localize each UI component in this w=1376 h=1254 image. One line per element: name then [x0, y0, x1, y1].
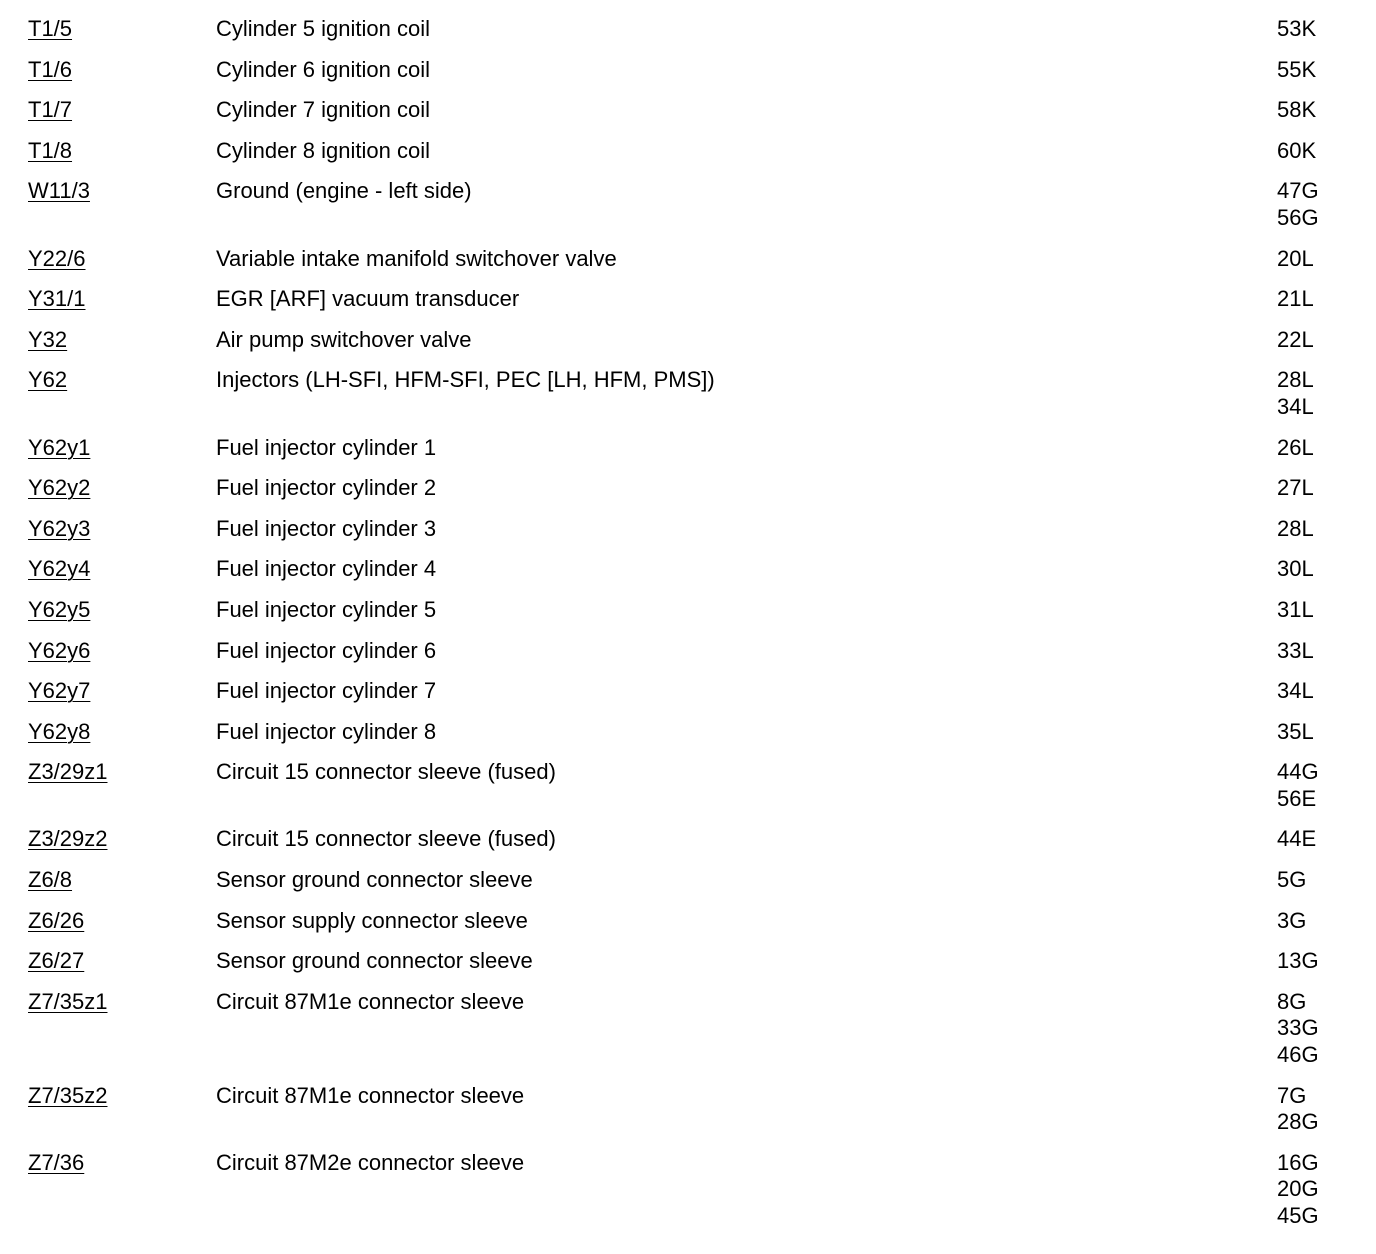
- grid-reference: 35L: [1277, 718, 1314, 744]
- grid-reference: 56G: [1277, 204, 1319, 230]
- grid-reference: 60K: [1277, 137, 1317, 163]
- grid-reference: 33L: [1277, 637, 1314, 663]
- grid-reference-list: [1277, 908, 1306, 935]
- component-description: Circuit 87M2e connector sleeve: [216, 1149, 525, 1175]
- legend-row: [0, 989, 1376, 1083]
- grid-reference: 13G: [1277, 948, 1319, 974]
- component-description: Circuit 87M1e connector sleeve: [216, 1082, 525, 1108]
- grid-reference-list: [1277, 246, 1314, 273]
- grid-reference: 44E: [1277, 826, 1317, 852]
- component-description: Sensor ground connector sleeve: [216, 867, 533, 893]
- component-description: Fuel injector cylinder 5: [216, 596, 437, 622]
- grid-reference-list: [1277, 597, 1314, 624]
- legend-row: [0, 97, 1376, 138]
- grid-reference-list: [1277, 1083, 1319, 1136]
- grid-reference-list: [1277, 867, 1306, 894]
- grid-reference-list: [1277, 678, 1314, 705]
- component-code-link[interactable]: Z6/26: [28, 907, 85, 933]
- component-code-link[interactable]: Z3/29z2: [28, 826, 108, 852]
- component-code-link[interactable]: Y62y6: [28, 637, 91, 663]
- grid-reference-list: [1277, 435, 1314, 462]
- grid-reference: 27L: [1277, 475, 1314, 501]
- grid-reference-list: [1277, 638, 1314, 665]
- grid-reference: 22L: [1277, 326, 1314, 352]
- grid-reference: 33G: [1277, 1015, 1319, 1041]
- component-description: Air pump switchover valve: [216, 326, 472, 352]
- legend-row: [0, 367, 1376, 434]
- grid-reference: 53K: [1277, 16, 1317, 41]
- legend-row: [0, 327, 1376, 368]
- component-code-link[interactable]: Y32: [28, 326, 68, 352]
- component-description: Fuel injector cylinder 1: [216, 434, 437, 460]
- legend-row: [0, 908, 1376, 949]
- component-code-link[interactable]: Y62y2: [28, 475, 91, 501]
- legend-row: [0, 435, 1376, 476]
- grid-reference: 34L: [1277, 393, 1314, 419]
- grid-reference: 20L: [1277, 245, 1314, 271]
- grid-reference-list: [1277, 16, 1316, 43]
- grid-reference: 28L: [1277, 367, 1314, 393]
- component-description: Circuit 15 connector sleeve (fused): [216, 826, 556, 852]
- component-code-link[interactable]: Z6/27: [28, 948, 85, 974]
- grid-reference-list: [1277, 327, 1314, 354]
- legend-row: [0, 57, 1376, 98]
- component-legend-table: [0, 16, 1376, 1244]
- component-description: Fuel injector cylinder 4: [216, 556, 437, 582]
- legend-row: [0, 16, 1376, 57]
- component-code-link[interactable]: Y31/1: [28, 286, 86, 312]
- grid-reference-list: [1277, 97, 1316, 124]
- grid-reference: 26L: [1277, 434, 1314, 460]
- component-code-link[interactable]: Z3/29z1: [28, 759, 108, 785]
- legend-row: [0, 948, 1376, 989]
- component-code-link[interactable]: Y62y4: [28, 556, 91, 582]
- component-code-link[interactable]: Y62y5: [28, 596, 91, 622]
- component-description: Sensor supply connector sleeve: [216, 907, 528, 933]
- grid-reference-list: [1277, 286, 1314, 313]
- component-description: Circuit 87M1e connector sleeve: [216, 988, 525, 1014]
- legend-row: [0, 867, 1376, 908]
- grid-reference: 30L: [1277, 556, 1314, 582]
- component-code-link[interactable]: T1/6: [28, 56, 73, 82]
- component-description: Ground (engine - left side): [216, 178, 472, 204]
- grid-reference: 44G: [1277, 759, 1319, 785]
- component-code-link[interactable]: T1/5: [28, 16, 73, 41]
- grid-reference: 7G: [1277, 1082, 1307, 1108]
- legend-row: [0, 516, 1376, 557]
- grid-reference-list: [1277, 989, 1319, 1069]
- component-description: Fuel injector cylinder 3: [216, 515, 437, 541]
- legend-row: [0, 556, 1376, 597]
- grid-reference: 28G: [1277, 1109, 1319, 1135]
- grid-reference-list: [1277, 178, 1319, 231]
- component-code-link[interactable]: Z7/35z2: [28, 1082, 108, 1108]
- component-code-link[interactable]: Y62y8: [28, 718, 91, 744]
- legend-row: [0, 638, 1376, 679]
- grid-reference: 16G: [1277, 1149, 1319, 1175]
- component-code-link[interactable]: Z6/8: [28, 867, 73, 893]
- grid-reference: 34L: [1277, 678, 1314, 704]
- component-description: Fuel injector cylinder 2: [216, 475, 437, 501]
- grid-reference: 56E: [1277, 785, 1317, 811]
- grid-reference: 45G: [1277, 1203, 1319, 1228]
- component-code-link[interactable]: Y62y1: [28, 434, 91, 460]
- component-description: Cylinder 8 ignition coil: [216, 137, 430, 163]
- grid-reference: 21L: [1277, 286, 1314, 312]
- grid-reference: 55K: [1277, 56, 1317, 82]
- component-description: Cylinder 5 ignition coil: [216, 16, 430, 41]
- grid-reference: 5G: [1277, 867, 1307, 893]
- legend-row: [0, 759, 1376, 826]
- legend-row: [0, 138, 1376, 179]
- component-code-link[interactable]: Z7/36: [28, 1149, 85, 1175]
- legend-row: [0, 178, 1376, 245]
- legend-row: [0, 1083, 1376, 1150]
- component-code-link[interactable]: W11/3: [28, 178, 90, 204]
- legend-row: [0, 678, 1376, 719]
- grid-reference-list: [1277, 57, 1316, 84]
- grid-reference-list: [1277, 516, 1314, 543]
- grid-reference-list: [1277, 759, 1319, 812]
- component-description: EGR [ARF] vacuum transducer: [216, 286, 520, 312]
- grid-reference: 8G: [1277, 988, 1307, 1014]
- grid-reference: 3G: [1277, 907, 1307, 933]
- grid-reference-list: [1277, 138, 1316, 165]
- grid-reference-list: [1277, 475, 1314, 502]
- grid-reference-list: [1277, 719, 1314, 746]
- component-code-link[interactable]: Y22/6: [28, 245, 86, 271]
- component-description: Cylinder 7 ignition coil: [216, 97, 430, 123]
- component-code-link[interactable]: Y62y7: [28, 678, 91, 704]
- component-description: Fuel injector cylinder 6: [216, 637, 437, 663]
- grid-reference: 31L: [1277, 596, 1314, 622]
- grid-reference-list: [1277, 1150, 1319, 1230]
- component-code-link[interactable]: Y62y3: [28, 515, 91, 541]
- component-description: Fuel injector cylinder 8: [216, 718, 437, 744]
- grid-reference: 47G: [1277, 178, 1319, 204]
- component-code-link[interactable]: Z7/35z1: [28, 988, 108, 1014]
- legend-row: [0, 597, 1376, 638]
- component-description: Variable intake manifold switchover valve: [216, 245, 617, 271]
- component-code-link[interactable]: Y62: [28, 367, 68, 393]
- component-description: Sensor ground connector sleeve: [216, 948, 533, 974]
- component-description: Fuel injector cylinder 7: [216, 678, 437, 704]
- grid-reference-list: [1277, 367, 1314, 420]
- component-code-link[interactable]: T1/7: [28, 97, 73, 123]
- component-description: Circuit 15 connector sleeve (fused): [216, 759, 556, 785]
- legend-row: [0, 286, 1376, 327]
- legend-row: [0, 475, 1376, 516]
- grid-reference: 28L: [1277, 515, 1314, 541]
- grid-reference-list: [1277, 948, 1319, 975]
- grid-reference: 46G: [1277, 1042, 1319, 1068]
- component-code-link[interactable]: T1/8: [28, 137, 73, 163]
- grid-reference: 20G: [1277, 1176, 1319, 1202]
- grid-reference: 58K: [1277, 97, 1317, 123]
- component-description: Injectors (LH-SFI, HFM-SFI, PEC [LH, HFM, PMS]): [216, 367, 715, 393]
- legend-row: [0, 719, 1376, 760]
- grid-reference-list: [1277, 556, 1314, 583]
- legend-row: [0, 1150, 1376, 1244]
- legend-row: [0, 246, 1376, 287]
- legend-row: [0, 826, 1376, 867]
- component-description: Cylinder 6 ignition coil: [216, 56, 430, 82]
- grid-reference-list: [1277, 826, 1316, 853]
